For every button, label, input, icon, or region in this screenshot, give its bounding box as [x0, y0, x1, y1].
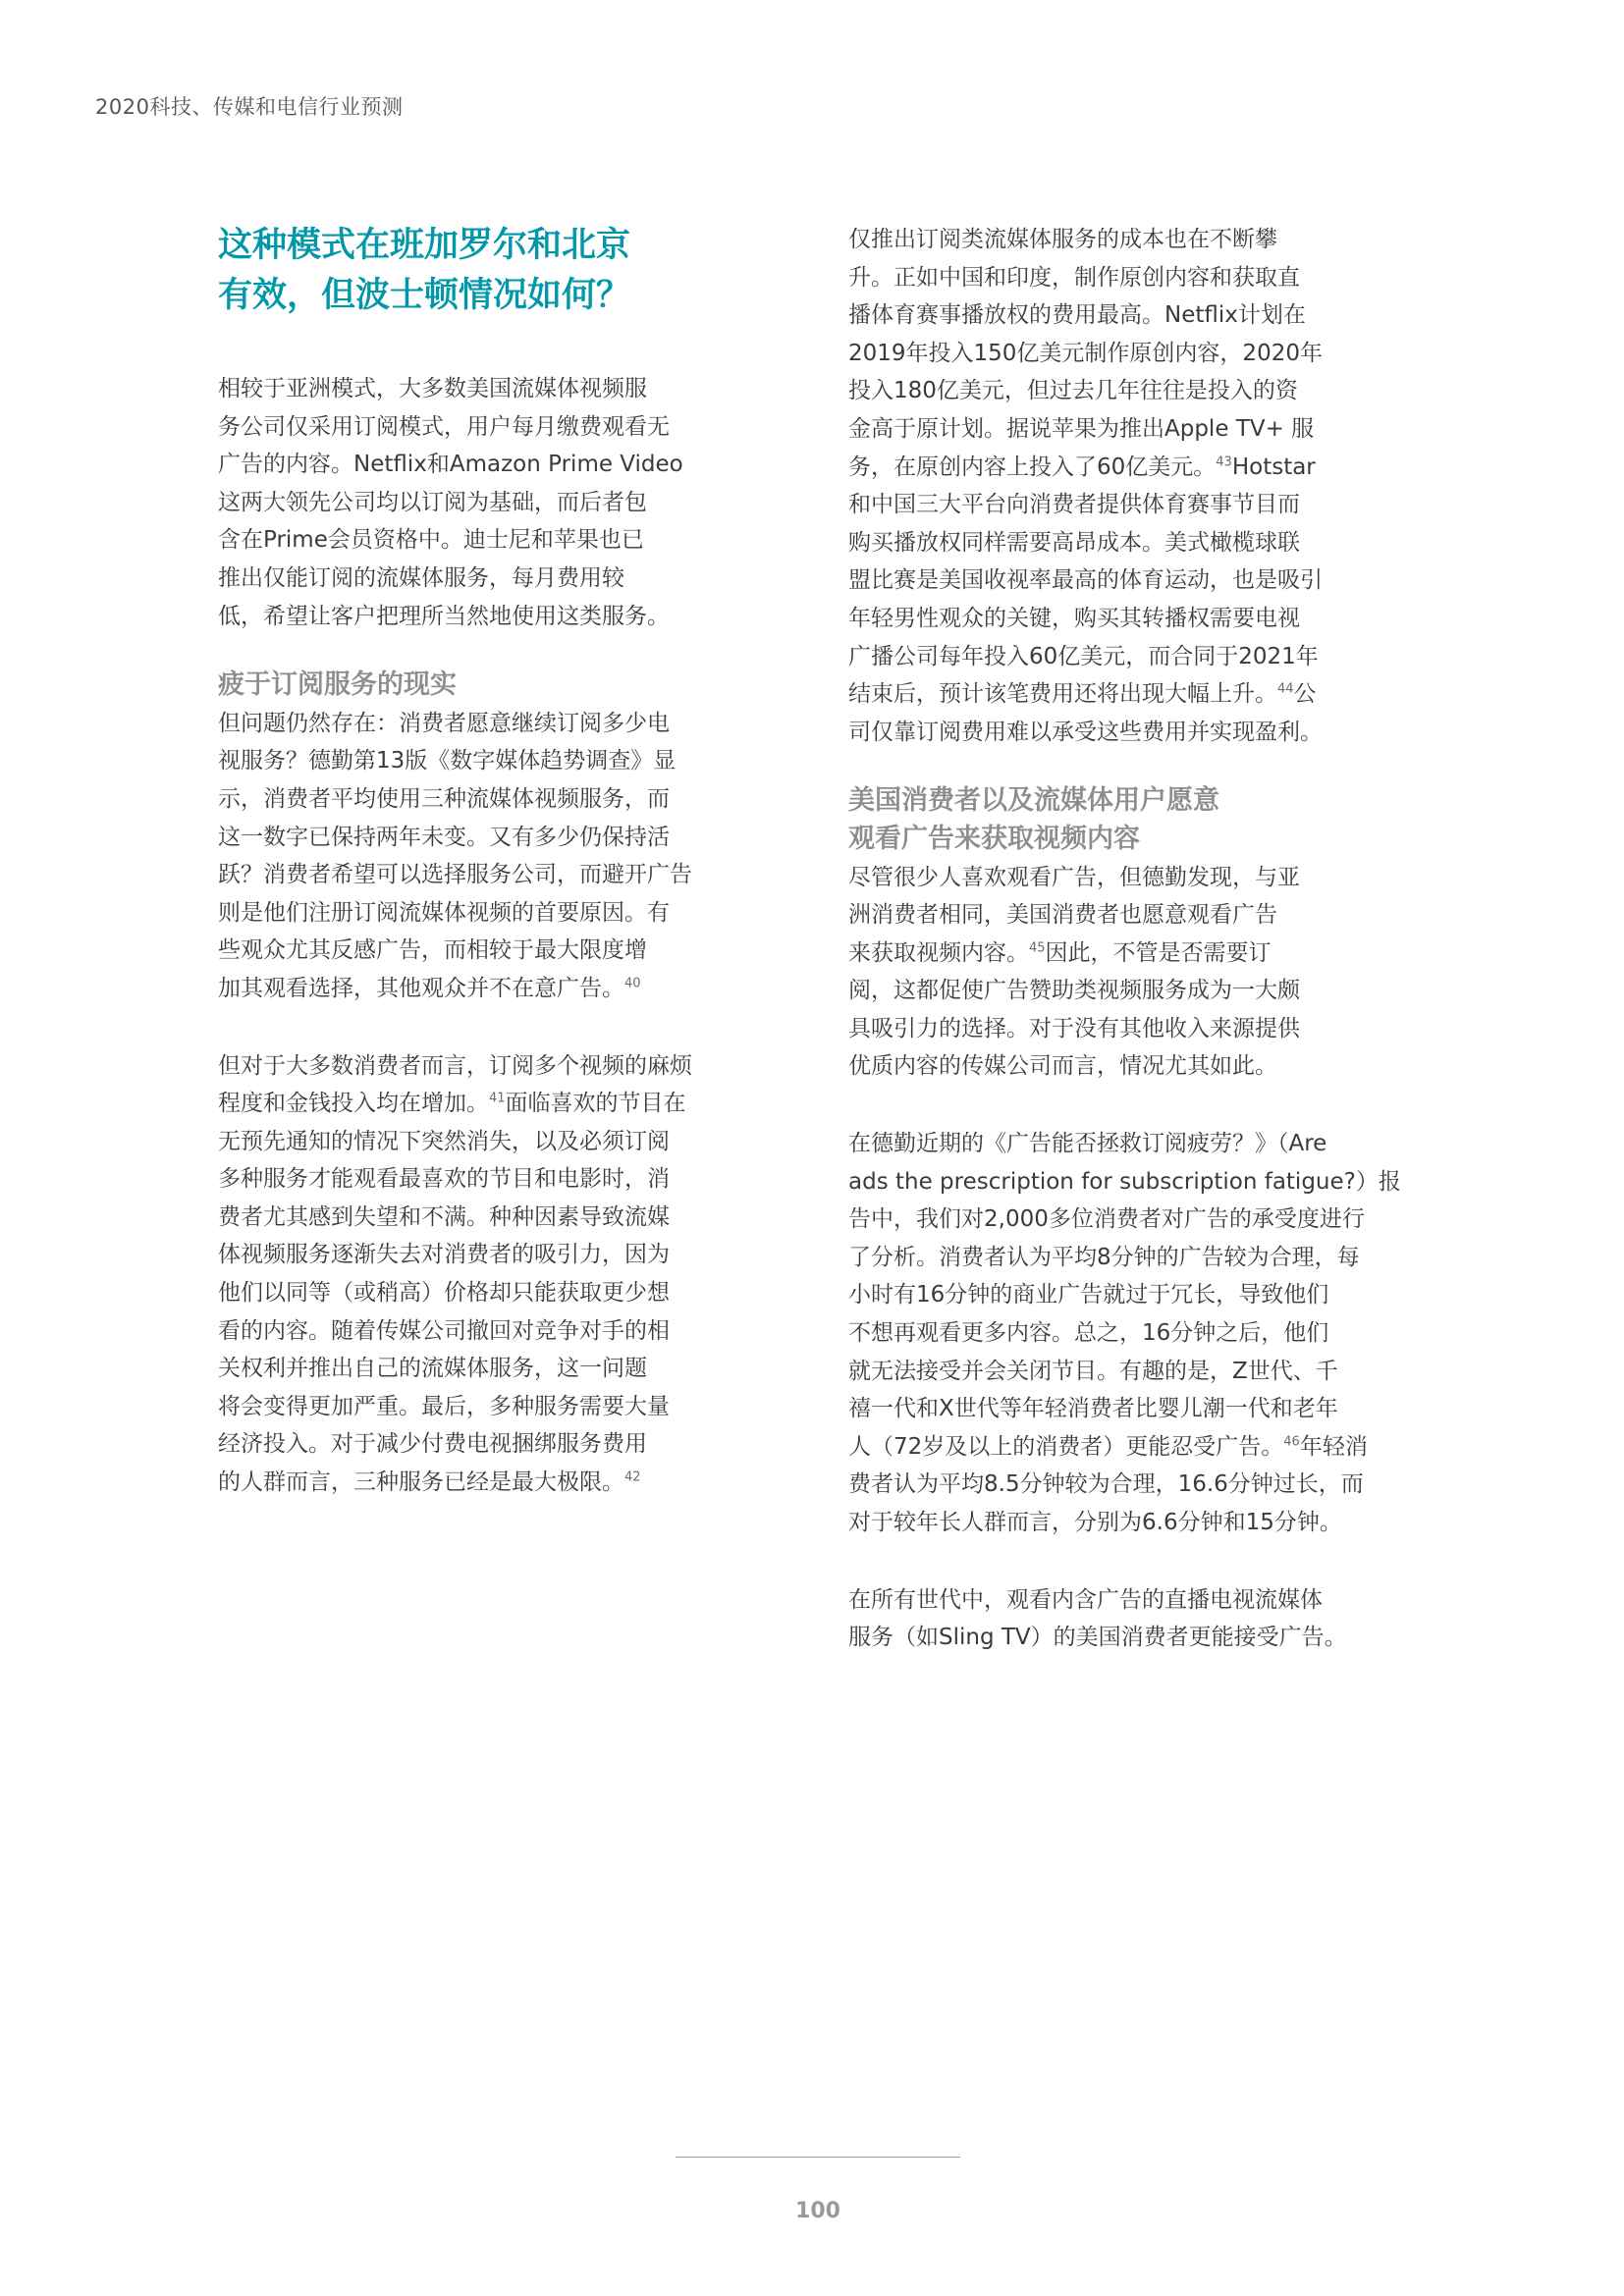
text-segment: 的人群而言，三种服务已经是最大极限。 [218, 1469, 624, 1496]
text-line: ads the prescription for subscription fatigue?）报 [848, 1168, 1401, 1195]
subheading-line: 观看广告来获取视频内容 [848, 823, 1140, 854]
section-heading [218, 221, 787, 321]
text-segment: 年轻消 [1299, 1433, 1368, 1460]
text-segment: 人（72岁及以上的消费者）更能忍受广告。 [848, 1433, 1284, 1460]
footnote-ref: 41 [489, 1091, 506, 1106]
paragraph-costs [218, 1047, 787, 1502]
text-line: 费者尤其感到失望和不满。种种因素导致流媒 [218, 1203, 670, 1230]
text-line: 他们以同等（或稍高）价格却只能获取更少想 [218, 1280, 670, 1307]
text-line [848, 449, 1413, 487]
paragraph-intro [218, 370, 787, 635]
text-line: 多种服务才能观看最喜欢的节目和电影时，消 [218, 1166, 670, 1193]
paragraph-fatigue [218, 705, 787, 1008]
paragraph-content-costs [848, 221, 1413, 751]
footnote-ref: 42 [624, 1469, 641, 1485]
text-line: 2019年投入150亿美元制作原创内容，2020年 [848, 340, 1323, 366]
text-line: 和中国三大平台向消费者提供体育赛事节目而 [848, 492, 1300, 518]
text-line: 推出仅能订阅的流媒体服务，每月费用较 [218, 564, 624, 591]
paragraph-live-tv [848, 1581, 1413, 1657]
text-line: 经济投入。对于减少付费电视捆绑服务费用 [218, 1431, 647, 1458]
text-line: 购买播放权同样需要高昂成本。美式橄榄球联 [848, 529, 1300, 556]
text-line [218, 1085, 787, 1123]
text-line [848, 675, 1413, 714]
text-line: 年轻男性观众的关键，购买其转播权需要电视 [848, 605, 1300, 631]
text-line: 不想再观看更多内容。总之，16分钟之后，他们 [848, 1320, 1329, 1347]
text-line: 关权利并推出自己的流媒体服务，这一问题 [218, 1356, 647, 1382]
text-line: 费者认为平均8.5分钟较为合理，16.6分钟过长，而 [848, 1471, 1364, 1498]
text-line: 将会变得更加严重。最后，多种服务需要大量 [218, 1393, 670, 1419]
text-line: 广告的内容。Netflix和Amazon Prime Video [218, 452, 683, 478]
text-line: 禧一代和X世代等年轻消费者比婴儿潮一代和老年 [848, 1396, 1338, 1422]
text-line [218, 970, 787, 1008]
text-line: 跃？消费者希望可以选择服务公司，而避开广告 [218, 862, 692, 888]
text-line: 了分析。消费者认为平均8分钟的广告较为合理，每 [848, 1244, 1360, 1270]
text-line [848, 934, 1413, 973]
text-line: 看的内容。随着传媒公司撤回对竞争对手的相 [218, 1317, 670, 1344]
text-line: 优质内容的传媒公司而言，情况尤其如此。 [848, 1053, 1277, 1080]
right-column [848, 221, 1413, 1657]
footnote-ref: 43 [1216, 454, 1232, 469]
text-line [218, 1464, 787, 1502]
text-line: 相较于亚洲模式，大多数美国流媒体视频服 [218, 376, 647, 401]
text-line: 这两大领先公司均以订阅为基础，而后者包 [218, 489, 647, 515]
text-line: 服务（如Sling TV）的美国消费者更能接受广告。 [848, 1625, 1347, 1651]
heading-line: 有效，但波士顿情况如何？ [218, 276, 631, 315]
text-line: 低，希望让客户把理所当然地使用这类服务。 [218, 603, 670, 629]
text-line: 但问题仍然存在：消费者愿意继续订阅多少电 [218, 710, 670, 736]
footnote-ref: 40 [624, 976, 641, 991]
text-line: 仅推出订阅类流媒体服务的成本也在不断攀 [848, 227, 1277, 252]
text-line: 阅，这都促使广告赞助类视频服务成为一大颇 [848, 978, 1300, 1004]
paragraph-ad-tolerance [848, 1125, 1413, 1542]
text-line: 对于较年长人群而言，分别为6.6分钟和15分钟。 [848, 1510, 1342, 1535]
text-line: 具吸引力的选择。对于没有其他收入来源提供 [848, 1015, 1300, 1041]
text-line: 则是他们注册订阅流媒体视频的首要原因。有 [218, 899, 670, 926]
text-line: 就无法接受并会关闭节目。有趣的是，Z世代、千 [848, 1358, 1338, 1384]
text-line: 洲消费者相同，美国消费者也愿意观看广告 [848, 902, 1277, 929]
text-segment: 程度和金钱投入均在增加。 [218, 1091, 489, 1117]
text-line: 务公司仅采用订阅模式，用户每月缴费观看无 [218, 413, 670, 440]
text-line: 司仅靠订阅费用难以承受这些费用并实现盈利。 [848, 719, 1323, 745]
heading-line: 这种模式在班加罗尔和北京 [218, 226, 631, 265]
text-segment: 公 [1293, 681, 1317, 708]
footnote-ref: 45 [1029, 940, 1046, 956]
subheading-line: 美国消费者以及流媒体用户愿意 [848, 785, 1219, 817]
text-line: 体视频服务逐渐失去对消费者的吸引力，因为 [218, 1242, 670, 1268]
text-line: 示，消费者平均使用三种流媒体视频服务，而 [218, 785, 670, 812]
footnote-ref: 46 [1283, 1434, 1300, 1450]
text-line: 尽管很少人喜欢观看广告，但德勤发现，与亚 [848, 864, 1300, 890]
text-line: 投入180亿美元，但过去几年往往是投入的资 [848, 378, 1298, 404]
text-line [848, 1428, 1413, 1467]
text-line: 无预先通知的情况下突然消失，以及必须订阅 [218, 1128, 670, 1154]
running-header: 2020科技、传媒和电信行业预测 [95, 95, 404, 119]
text-line: 播体育赛事播放权的费用最高。Netflix计划在 [848, 302, 1306, 329]
text-line: 在所有世代中，观看内含广告的直播电视流媒体 [848, 1586, 1323, 1613]
paragraph-ad-survey [848, 859, 1413, 1087]
text-segment: 因此，不管是否需要订 [1045, 939, 1272, 966]
text-line: 些观众尤其反感广告，而相较于最大限度增 [218, 937, 647, 964]
text-line: 这一数字已保持两年未变。又有多少仍保持活 [218, 824, 670, 850]
text-line: 告中，我们对2,000多位消费者对广告的承受度进行 [848, 1206, 1365, 1233]
page-number: 100 [795, 2199, 840, 2223]
text-line: 含在Prime会员资格中。迪士尼和苹果也已 [218, 527, 644, 554]
text-line: 小时有16分钟的商业广告就过于冗长，导致他们 [848, 1282, 1329, 1308]
text-line: 在德勤近期的《广告能否拯救订阅疲劳？》（Are [848, 1131, 1327, 1157]
subheading-subscription-fatigue [218, 667, 787, 705]
footer-divider [676, 2157, 960, 2158]
text-line: 视服务？德勤第13版《数字媒体趋势调查》显 [218, 748, 677, 774]
text-line: 升。正如中国和印度，制作原创内容和获取直 [848, 264, 1300, 291]
text-segment: 来获取视频内容。 [848, 939, 1029, 966]
text-segment: 结束后，预计该笔费用还将出现大幅上升。 [848, 681, 1277, 708]
text-line: 但对于大多数消费者而言，订阅多个视频的麻烦 [218, 1052, 692, 1079]
text-segment: 加其观看选择，其他观众并不在意广告。 [218, 975, 624, 1001]
subheading-line: 疲于订阅服务的现实 [218, 669, 457, 701]
subheading-ad-willingness [848, 782, 1413, 858]
text-line: 金高于原计划。据说苹果为推出Apple TV+ 服 [848, 415, 1315, 442]
footnote-ref: 44 [1277, 681, 1294, 697]
left-column [218, 221, 787, 1502]
text-segment: Hotstar [1231, 454, 1316, 480]
text-segment: 务，在原创内容上投入了60亿美元。 [848, 454, 1217, 480]
text-segment: 面临喜欢的节目在 [505, 1091, 686, 1117]
text-line: 盟比赛是美国收视率最高的体育运动，也是吸引 [848, 567, 1323, 594]
text-line: 广播公司每年投入60亿美元，而合同于2021年 [848, 643, 1319, 669]
